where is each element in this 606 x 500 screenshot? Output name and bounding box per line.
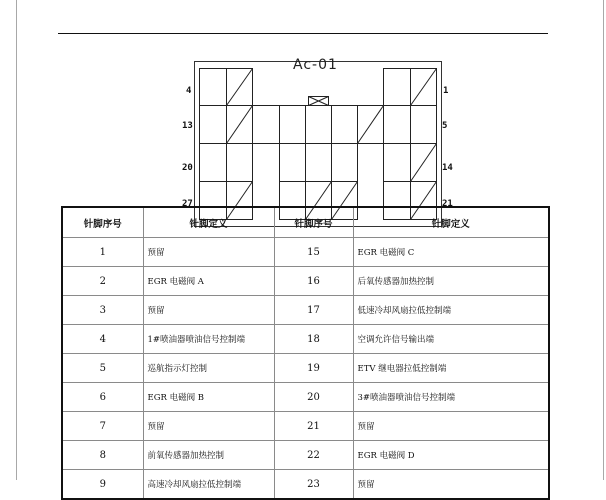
table-row [62,354,549,383]
pin-definition: 后氧传感器加热控制 [353,267,549,296]
table-row [62,325,549,354]
pin-number: 21 [274,412,353,441]
pin-definition: 3#喷油器喷油信号控制端 [353,383,549,412]
pin-label-right-4: 21 [442,199,453,209]
pin-definition: ETV 继电器拉低控制端 [353,354,549,383]
pin-number: 20 [274,383,353,412]
pin-number: 16 [274,267,353,296]
pin-number: 3 [62,296,143,325]
pin-number: 2 [62,267,143,296]
pin-number: 7 [62,412,143,441]
pin-number: 17 [274,296,353,325]
pin-definition: 预留 [353,470,549,500]
pin-number: 8 [62,441,143,470]
pin-number: 19 [274,354,353,383]
pin-label-left-4: 27 [182,199,193,209]
pin-number: 22 [274,441,353,470]
pin-definition: EGR 电磁阀 D [353,441,549,470]
pin-label-left-2: 13 [182,121,193,131]
pin-number: 9 [62,470,143,500]
connector-drawing [0,0,606,240]
pin-definition: EGR 电磁阀 B [143,383,274,412]
pin-definition: EGR 电磁阀 C [353,238,549,267]
pin-label-left-1: 4 [186,86,192,96]
table-header-row [62,207,549,238]
pin-number: 1 [62,238,143,267]
pin-definition: 前氧传感器加热控制 [143,441,274,470]
pin-definition: EGR 电磁阀 A [143,267,274,296]
pin-definition: 预留 [143,412,274,441]
pin-definition: 预留 [143,238,274,267]
pin-number: 6 [62,383,143,412]
pin-number: 4 [62,325,143,354]
header-pin-definition-a: 针脚定义 [143,207,274,238]
pin-number: 15 [274,238,353,267]
table-row [62,296,549,325]
pin-definition: 预留 [143,296,274,325]
pin-definition: 高速冷却风扇拉低控制端 [143,470,274,500]
pin-label-left-3: 20 [182,163,193,173]
connector-diagram [0,0,606,240]
pin-label-right-2: 5 [442,121,448,131]
pin-definition: 空调允许信号输出端 [353,325,549,354]
pin-definition: 低速冷却风扇拉低控制端 [353,296,549,325]
table-row [62,470,549,500]
table-row [62,441,549,470]
pin-number: 5 [62,354,143,383]
pin-number: 18 [274,325,353,354]
table-row [62,383,549,412]
table-row [62,238,549,267]
pin-definition-table [61,206,550,500]
header-pin-definition-b: 针脚定义 [353,207,549,238]
connector-title: Ac-01 [293,57,338,73]
pin-label-right-3: 14 [442,163,453,173]
pin-definition: 预留 [353,412,549,441]
table-row [62,267,549,296]
header-pin-number-a: 针脚序号 [62,207,143,238]
pin-number: 23 [274,470,353,500]
pin-label-right-1: 1 [443,86,449,96]
table-row [62,412,549,441]
header-pin-number-b: 针脚序号 [274,207,353,238]
pin-definition: 巡航指示灯控制 [143,354,274,383]
pin-definition: 1#喷油器喷油信号控制端 [143,325,274,354]
